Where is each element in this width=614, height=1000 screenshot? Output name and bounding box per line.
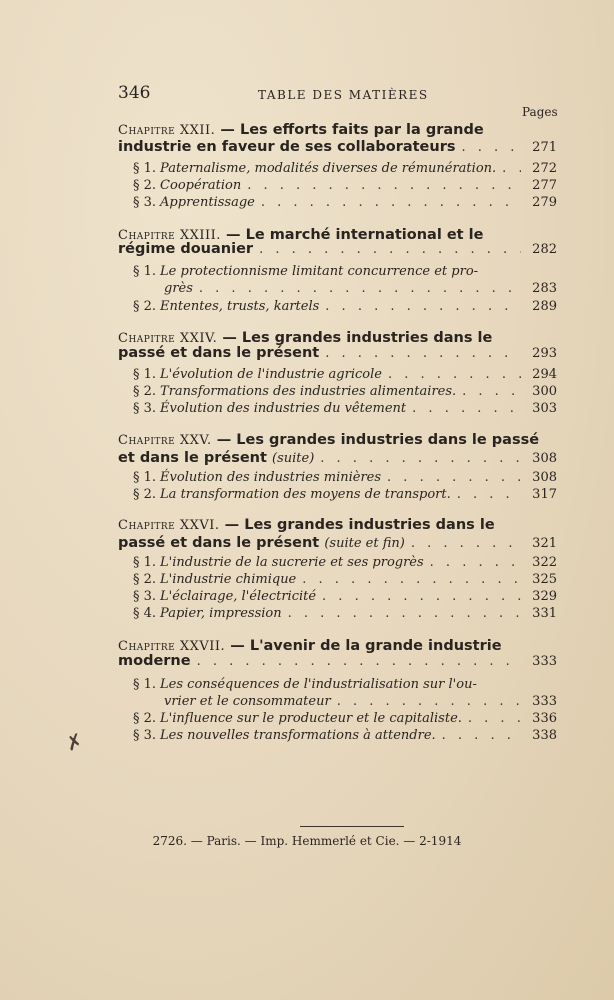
page-number: 346 [118,83,151,103]
chapter-26-heading-cont: passé et dans le présent (suite et fin) . . . 321 [118,532,557,551]
toc-entry: § 1. Les conséquences de l'industrialisation sur l'ou- [133,677,477,692]
toc-entry: § 1. Le protectionnisme limitant concurrence et pro- [133,264,479,279]
toc-entry: § 2. Ententes, trusts, kartels . . . 289 [133,299,557,314]
toc-entry: § 1. L'évolution de l'industrie agricole . . . 294 [133,367,557,382]
chapter-25-page: 308 [532,451,557,466]
toc-entry: § 1. Paternalisme, modalités diverses de rémunération. . . . 272 [133,161,557,176]
toc-entry: § 2. L'influence sur le producteur et le capitaliste. . . . 336 [133,711,557,726]
toc-entry: § 3. L'éclairage, l'électricité . . . 329 [133,589,557,604]
chapter-25-heading: Chapitre XXV. — Les grandes industries dans le passé [118,432,540,448]
chapter-26-heading: Chapitre XXVI. — Les grandes industries dans le [118,517,495,533]
chapter-22-heading-cont: industrie en faveur de ses collaborateurs . . . 271 [118,139,557,155]
chapter-26-page: 321 [532,536,557,551]
toc-entry: § 3. Évolution des industries du vêtement . . . 303 [133,401,557,416]
toc-entry: § 2. La transformation des moyens de transport. . . . 317 [133,487,557,502]
chapter-24-heading: Chapitre XXIV. — Les grandes industries dans le [118,330,493,346]
toc-entry-cont: grès . . . 283 [164,281,557,296]
toc-entry: § 3. Les nouvelles transformations à attendre. . . . 338 [133,728,557,743]
toc-entry: § 2. Coopération . . . 277 [133,178,557,193]
toc-entry: § 2. Transformations des industries alimentaires. . . . 300 [133,384,557,399]
toc-entry: § 1. Évolution des industries minières . . . 308 [133,470,557,485]
toc-entry: § 4. Papier, impression . . . 331 [133,606,557,621]
chapter-24-heading-cont: passé et dans le présent . . . 293 [118,345,557,361]
chapter-23-heading: Chapitre XXIII. — Le marché international et le [118,227,484,243]
chapter-24-page: 293 [532,346,557,361]
chapter-23-heading-cont: régime douanier . . . 282 [118,241,557,257]
chapter-25-heading-cont: et dans le présent (suite) . . . 308 [118,447,557,466]
chapter-23-page: 282 [532,242,557,257]
chapter-27-heading: Chapitre XXVII. — L'avenir de la grande industrie [118,638,502,654]
printer-imprint: 2726. — Paris. — Imp. Hemmerlé et Cie. — 2-1914 [152,834,462,848]
toc-entry: § 3. Apprentissage . . . 279 [133,195,557,210]
chapter-22-page: 271 [532,140,557,155]
pages-column-label: Pages [522,105,558,119]
toc-entry: § 2. L'industrie chimique . . . 325 [133,572,557,587]
pencil-mark: ✗ [62,727,87,757]
footer-rule [300,826,404,827]
chapter-27-page: 333 [532,654,557,669]
running-title: TABLE DES MATIÈRES [258,88,429,102]
toc-entry: § 1. L'industrie de la sucrerie et ses progrès . . . 322 [133,555,557,570]
toc-entry-cont: vrier et le consommateur . . . 333 [164,694,557,709]
chapter-27-heading-cont: moderne . . . 333 [118,653,557,669]
chapter-22-heading: Chapitre XXII. — Les efforts faits par la grande [118,122,484,138]
